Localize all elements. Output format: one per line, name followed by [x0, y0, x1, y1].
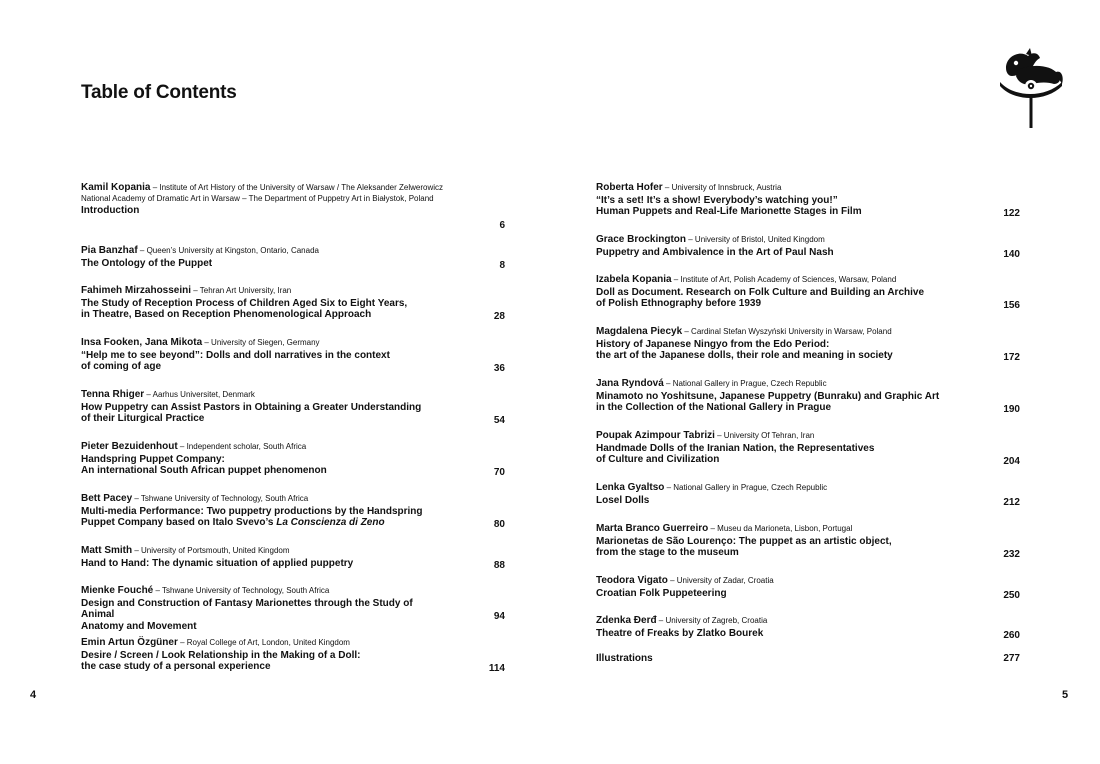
- entry-title: Puppetry and Ambivalence in the Art of Paul Nash: [596, 246, 834, 258]
- page-number: 70: [493, 467, 505, 479]
- author-line: [81, 638, 445, 649]
- affiliation: – University of Innsbruck, Austria: [662, 183, 782, 192]
- affiliation: – Cardinal Stefan Wyszyński University in Warsaw, Poland: [682, 327, 892, 336]
- toc-entry[interactable]: [81, 585, 505, 633]
- toc-entry[interactable]: [81, 390, 505, 427]
- toc-entry[interactable]: [596, 235, 1020, 261]
- toc-entry[interactable]: [81, 183, 505, 232]
- author: Matt Smith: [81, 545, 133, 556]
- affiliation: – Tshwane University of Technology, South Africa: [132, 494, 309, 503]
- entry-title: The Ontology of the Puppet: [81, 257, 213, 269]
- entry-title: Illustrations: [596, 653, 653, 664]
- affiliation: – Queen’s University at Kingston, Ontario, Canada: [137, 246, 319, 255]
- page-number: 122: [1003, 208, 1020, 220]
- entry-title: Introduction: [81, 205, 140, 217]
- author-line: [596, 524, 960, 535]
- author-line: [596, 483, 960, 494]
- author: Magdalena Piecyk: [596, 326, 683, 337]
- author: Mienke Fouché: [81, 585, 154, 596]
- entry-title: Minamoto no Yoshitsune, Japanese Puppetry (Bunraku) and Graphic Art in the Collection of the National Gallery in Prague: [596, 390, 940, 414]
- affiliation: – Institute of Art History of the University of Warsaw / The Aleksander Zelwerowicz National Academy of Dramatic Art in Warsaw – The Department of Puppetry Art in Białystok, Poland: [81, 183, 444, 203]
- page-number: 156: [1003, 300, 1020, 312]
- affiliation: – National Gallery in Prague, Czech Republic: [664, 483, 828, 492]
- toc-entry[interactable]: [81, 546, 505, 572]
- toc-entry[interactable]: [596, 431, 1020, 468]
- author-line: [81, 390, 445, 401]
- entry-title: Doll as Document. Research on Folk Culture and Building an Archive of Polish Ethnography before 1939: [596, 286, 925, 310]
- entry-title-text: Multi-media Performance: Two puppetry productions by the Handspring Puppet Company based on Italo Svevo’s: [81, 505, 423, 529]
- author-line: [81, 286, 445, 297]
- author: Jana Ryndová: [596, 378, 664, 389]
- page-number: 172: [1003, 352, 1020, 364]
- toc-right-column: [596, 183, 1020, 665]
- folio-right: 5: [1062, 689, 1069, 701]
- entry-title: Hand to Hand: The dynamic situation of applied puppetry: [81, 557, 354, 569]
- toc-entry[interactable]: [81, 338, 505, 375]
- page-number: 28: [493, 311, 505, 323]
- page-number: 260: [1003, 630, 1020, 642]
- author: Tenna Rhiger: [81, 389, 145, 400]
- affiliation: – Aarhus Universitet, Denmark: [144, 390, 255, 399]
- author: Emin Artun Özgüner: [81, 637, 178, 648]
- entry-title-italic: La Conscienza di Zeno: [276, 517, 385, 529]
- author: Teodora Vigato: [596, 575, 668, 586]
- author-line: [81, 494, 445, 505]
- affiliation: – Royal College of Art, London, United Kingdom: [177, 638, 350, 647]
- entry-title: How Puppetry can Assist Pastors in Obtaining a Greater Understanding of their Liturgical Practice: [81, 401, 422, 425]
- author-line: [81, 586, 445, 597]
- author-line: [81, 183, 445, 204]
- page-number: 232: [1003, 549, 1020, 561]
- affiliation: – University of Zadar, Croatia: [667, 576, 774, 585]
- toc-entry[interactable]: [81, 442, 505, 479]
- author: Pia Banzhaf: [81, 245, 138, 256]
- author-line: [596, 183, 960, 194]
- affiliation: – Independent scholar, South Africa: [177, 442, 307, 451]
- author: Poupak Azimpour Tabrizi: [596, 430, 715, 441]
- affiliation: – Tehran Art University, Iran: [191, 286, 292, 295]
- author-line: [596, 235, 960, 246]
- toc-entry[interactable]: [81, 246, 505, 272]
- entry-title: Marionetas de São Lourenço: The puppet as an artistic object, from the stage to the museum: [596, 535, 892, 559]
- author-line: [596, 327, 960, 338]
- toc-entry[interactable]: [596, 616, 1020, 642]
- entry-title: Handspring Puppet Company: An international South African puppet phenomenon: [81, 453, 327, 477]
- page-number: 80: [493, 519, 505, 531]
- entry-title: [81, 506, 445, 530]
- toc-entry[interactable]: [596, 653, 1020, 665]
- author: Insa Fooken, Jana Mikota: [81, 337, 203, 348]
- author: Zdenka Đerđ: [596, 615, 657, 626]
- affiliation: – University of Portsmouth, United Kingdom: [132, 546, 290, 555]
- affiliation: – Museu da Marioneta, Lisbon, Portugal: [708, 524, 853, 533]
- affiliation: – University of Zagreb, Croatia: [656, 616, 768, 625]
- page-number: 277: [1003, 653, 1020, 665]
- toc-entry[interactable]: [81, 638, 505, 675]
- page-number: 54: [493, 415, 505, 427]
- affiliation: – Tshwane University of Technology, South Africa: [153, 586, 330, 595]
- page-number: 190: [1003, 404, 1020, 416]
- page-title: Table of Contents: [81, 82, 237, 103]
- page-number: 36: [493, 363, 505, 375]
- author-line: [81, 546, 445, 557]
- toc-entry[interactable]: [596, 183, 1020, 220]
- toc-entry[interactable]: [596, 524, 1020, 561]
- rocking-horse-icon: [996, 48, 1066, 128]
- page-number: 8: [499, 260, 505, 272]
- author-line: [596, 431, 960, 442]
- author-line: [81, 442, 445, 453]
- author-line: [81, 338, 445, 349]
- author: Bett Pacey: [81, 493, 133, 504]
- page-number: 114: [488, 663, 505, 675]
- toc-entry[interactable]: [81, 494, 505, 531]
- toc-left-column: [81, 183, 505, 675]
- author-line: [596, 275, 960, 286]
- entry-title: Handmade Dolls of the Iranian Nation, the Representatives of Culture and Civilization: [596, 442, 875, 466]
- author: Fahimeh Mirzahosseini: [81, 285, 192, 296]
- page-number: 250: [1003, 590, 1020, 602]
- affiliation: – National Gallery in Prague, Czech Republic: [663, 379, 827, 388]
- entry-title: History of Japanese Ningyo from the Edo Period: the art of the Japanese dolls, their role and meaning in society: [596, 338, 893, 362]
- author: Pieter Bezuidenhout: [81, 441, 178, 452]
- author-line: [81, 246, 445, 257]
- page-number: 88: [493, 560, 505, 572]
- author: Roberta Hofer: [596, 182, 663, 193]
- entry-title: Losel Dolls: [596, 494, 650, 506]
- author: Grace Brockington: [596, 234, 687, 245]
- entry-title: Design and Construction of Fantasy Marionettes through the Study of Animal Anatomy and Movement: [81, 597, 413, 633]
- page-number: 212: [1003, 497, 1020, 509]
- folio-left: 4: [30, 689, 37, 701]
- toc-entry[interactable]: [81, 286, 505, 323]
- entry-title: Desire / Screen / Look Relationship in the Making of a Doll: the case study of a personal experience: [81, 649, 361, 673]
- page-number: 6: [499, 220, 505, 232]
- author: Marta Branco Guerreiro: [596, 523, 709, 534]
- toc-entry[interactable]: [596, 483, 1020, 509]
- affiliation: – Institute of Art, Polish Academy of Sciences, Warsaw, Poland: [671, 275, 897, 284]
- author: Kamil Kopania: [81, 182, 151, 193]
- author: Izabela Kopania: [596, 274, 672, 285]
- entry-title: “It’s a set! It’s a show! Everybody’s watching you!” Human Puppets and Real-Life Marionette Stages in Film: [596, 194, 862, 218]
- page-number: 140: [1003, 249, 1020, 261]
- author-line: [596, 379, 960, 390]
- affiliation: – University of Bristol, United Kingdom: [686, 235, 825, 244]
- page-number: 204: [1003, 456, 1020, 468]
- author-line: [596, 616, 960, 627]
- entry-title: The Study of Reception Process of Children Aged Six to Eight Years, in Theatre, Based on Reception Phenomenological Approach: [81, 297, 408, 321]
- toc-entry[interactable]: [596, 576, 1020, 602]
- entry-title: “Help me to see beyond”: Dolls and doll narratives in the context of coming of age: [81, 349, 390, 373]
- toc-entry[interactable]: [596, 275, 1020, 312]
- toc-entry[interactable]: [596, 327, 1020, 364]
- author-line: [596, 576, 960, 587]
- affiliation: – University Of Tehran, Iran: [714, 431, 815, 440]
- page-number: 94: [493, 611, 505, 623]
- entry-title: Theatre of Freaks by Zlatko Bourek: [596, 627, 764, 639]
- affiliation: – University of Siegen, Germany: [202, 338, 320, 347]
- entry-title: Croatian Folk Puppeteering: [596, 587, 727, 599]
- author: Lenka Gyaltso: [596, 482, 665, 493]
- toc-entry[interactable]: [596, 379, 1020, 416]
